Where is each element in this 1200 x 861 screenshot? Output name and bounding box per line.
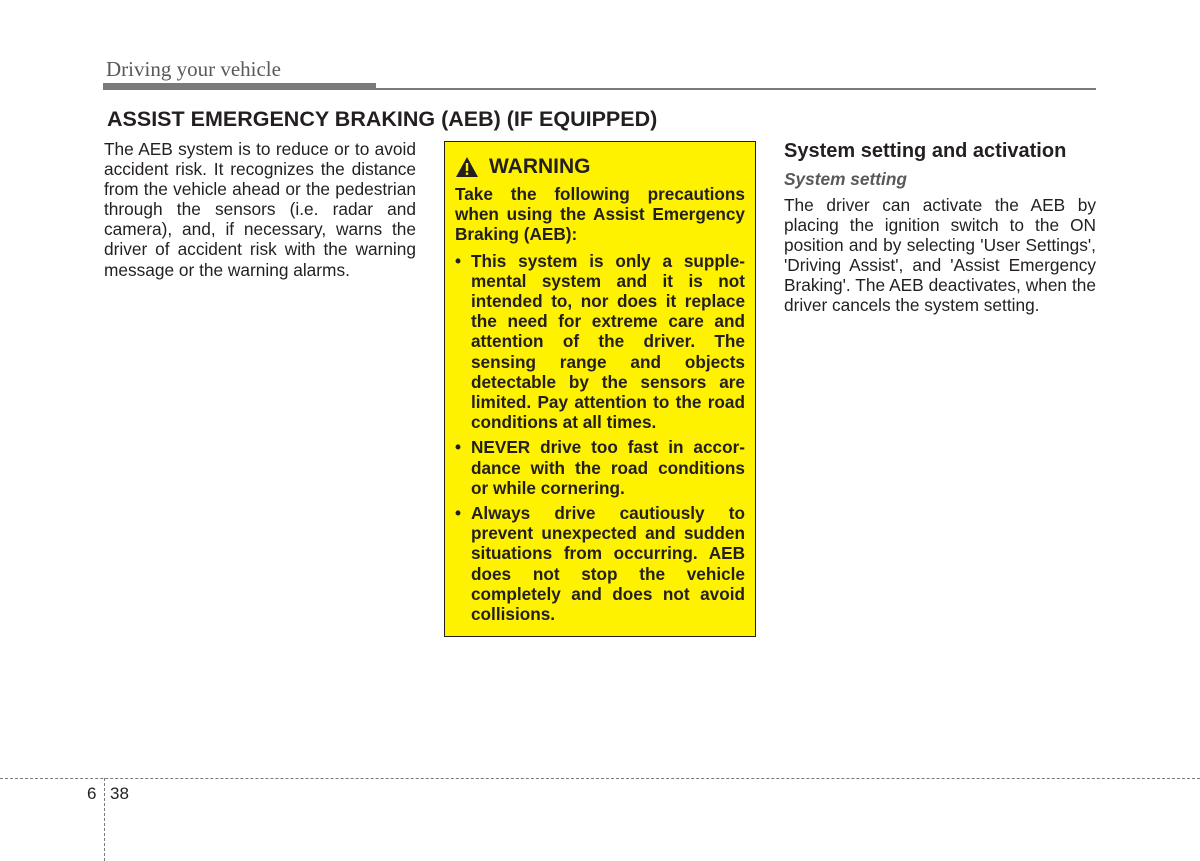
left-column <box>104 139 416 280</box>
footer-vertical-rule <box>104 778 105 861</box>
warning-item: • This system is only a supplemental system and it is not intended to, nor does it replace the need for extreme care and attention of the driver. The sensing range and objects detectable by the sensors are limited. Pay attention to the road conditions at all times. <box>455 251 745 433</box>
warning-triangle-icon <box>455 156 479 178</box>
warning-title: WARNING <box>489 155 591 178</box>
page-number: 38 <box>110 784 129 803</box>
setting-paragraph: The driver can activate the AEB by placing the ignition switch to the ON position and by selecting 'User Settings', 'Driving Assist', and 'Assist Emergency Braking'. The AEB deactivates, when the driver cancels the system setting. <box>784 195 1096 316</box>
warning-box <box>444 141 756 637</box>
intro-paragraph: The AEB system is to reduce or to avoid accident risk. It recognizes the distance from the vehicle ahead or the pedestrian through the sensors (i.e. radar and camera), and, if necessary, warns the driver of accident risk with the warning message or the warning alarms. <box>104 139 416 280</box>
footer-rule <box>0 778 1200 779</box>
running-header: Driving your vehicle <box>106 57 281 81</box>
right-column <box>784 139 1096 316</box>
warning-item: • NEVER drive too fast in accordance with the road conditions or while cornering. <box>455 437 745 498</box>
subsection-heading: System setting and activation <box>784 140 1067 162</box>
chapter-number: 6 <box>87 784 97 803</box>
warning-item: • Always drive cautiously to prevent unexpected and sudden situations from occurring. AEB does not stop the vehicle completely and does not avoid collisions. <box>455 503 745 624</box>
warning-heading <box>455 154 745 180</box>
header-rule-thick <box>103 83 376 90</box>
subsubsection-heading: System setting <box>784 169 907 189</box>
section-title: ASSIST EMERGENCY BRAKING (AEB) (IF EQUIPPED) <box>107 107 658 131</box>
header-rule-thin <box>376 88 1096 90</box>
warning-intro: Take the following precautions when using the Assist Emergency Braking (AEB): <box>455 184 745 245</box>
warning-list <box>455 251 745 625</box>
